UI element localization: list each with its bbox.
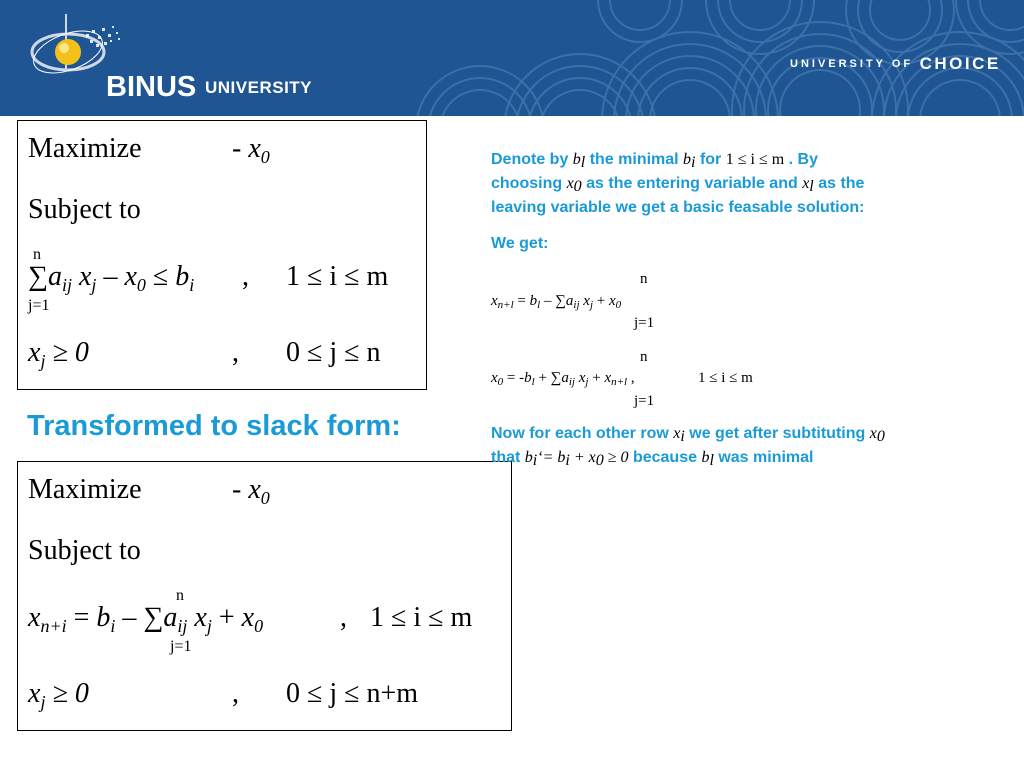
constraint-1-comma: , (242, 261, 249, 292)
constraint-1-range: 1 ≤ i ≤ m (370, 602, 473, 633)
standard-form-box (17, 120, 427, 390)
slack-form-heading: Transformed to slack form: (27, 410, 401, 442)
constraint-2-range: 0 ≤ j ≤ n (286, 337, 381, 368)
constraint-2-comma: , (232, 678, 239, 709)
explanation-line-4: Now for each other row $x_i$ we get after subtituting $x_0$ (491, 425, 885, 445)
sum-upper-limit: n (33, 246, 41, 263)
header-banner (0, 0, 1024, 116)
tagline-big: CHOICE (919, 54, 1001, 73)
tagline (790, 54, 1001, 74)
eq2-sum-upper: n (640, 349, 648, 365)
tagline-small: UNIVERSITY OF (790, 58, 914, 70)
explanation-line-5: that $b_i‘= b_i + x_0 \ge 0$ because $b_l$ was minimal (491, 449, 814, 469)
subject-to-label: Subject to (28, 535, 141, 566)
explanation-line-2: choosing $x_0$ as the entering variable and $x_l$ as the (491, 175, 865, 195)
objective: - $x_0$ (232, 474, 270, 508)
subject-to-label: Subject to (28, 194, 141, 225)
slack-form-box (17, 461, 512, 731)
constraint-1: $x_{n+i} = b_i - \sum a_{ij}$ $x_j + x_0$ (28, 602, 264, 636)
constraint-1: $\sum a_{ij}$ $x_j - x_0 \le b_i$ (28, 261, 195, 295)
maximize-label: Maximize (28, 474, 142, 505)
constraint-2: $x_j \ge 0$ (28, 678, 89, 712)
equation-2: $x_0 = -b_l + \sum a_{ij}$ $x_j + x_{n+l}$ , (491, 370, 635, 388)
logo-name: BINUS (106, 71, 197, 103)
we-get-label: We get: (491, 235, 549, 252)
logo-suffix: UNIVERSITY (205, 78, 313, 97)
explanation-line-3: leaving variable we get a basic feasable solution: (491, 199, 865, 216)
explanation-line-1: Denote by $b_l$ the minimal $b_i$ for 1 ≤ i ≤ m . By (491, 151, 818, 171)
constraint-1-range: 1 ≤ i ≤ m (286, 261, 389, 292)
constraint-2-comma: , (232, 337, 239, 368)
objective: - $x_0$ (232, 133, 270, 167)
sum-lower-limit: j=1 (170, 638, 192, 655)
maximize-label: Maximize (28, 133, 142, 164)
equation-2-range: 1 ≤ i ≤ m (698, 370, 753, 386)
eq1-sum-upper: n (640, 271, 648, 287)
constraint-2: $x_j \ge 0$ (28, 337, 89, 371)
sum-lower-limit: j=1 (28, 297, 50, 314)
constraint-1-comma: , (340, 602, 347, 633)
eq1-sum-lower: j=1 (634, 315, 655, 331)
constraint-2-range: 0 ≤ j ≤ n+m (286, 678, 419, 709)
eq2-sum-lower: j=1 (634, 393, 655, 409)
equation-1: $x_{n+l} = b_l - \sum a_{ij}$ $x_j + x_0$ (491, 293, 622, 311)
binus-logo (28, 12, 318, 102)
sum-upper-limit: n (176, 587, 184, 604)
